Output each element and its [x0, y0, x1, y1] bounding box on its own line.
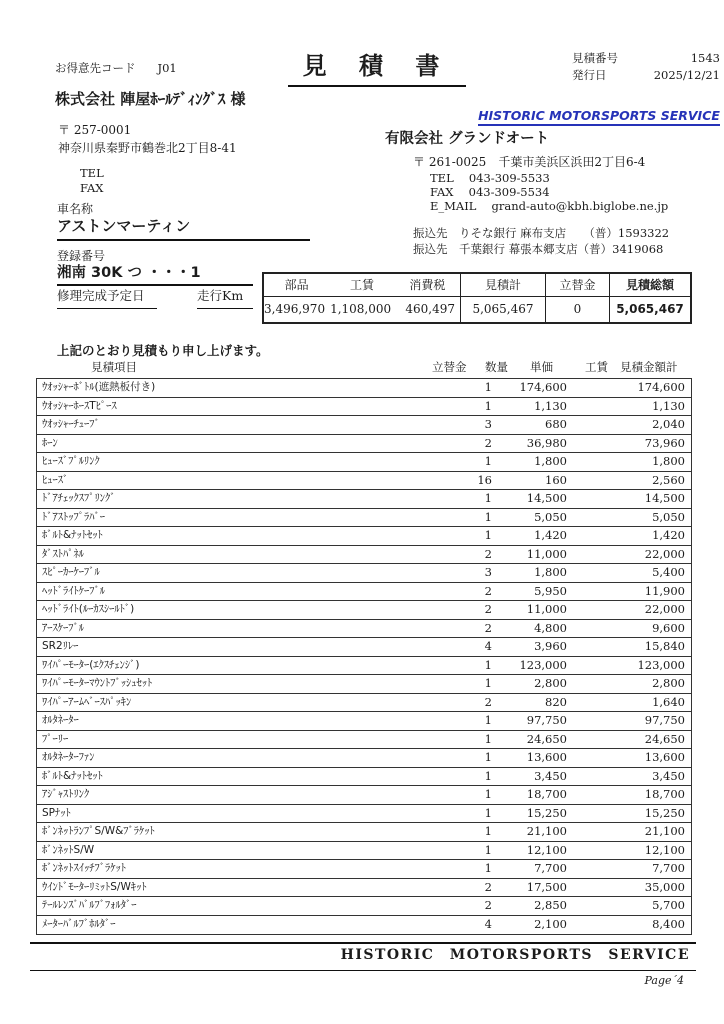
items-header-qty: 数量 — [485, 360, 508, 374]
advance-cell — [357, 749, 417, 767]
table-row — [37, 472, 691, 491]
items-header-advance: 立替金 — [432, 360, 467, 374]
items-table-header — [36, 359, 692, 377]
advance-cell — [357, 416, 417, 434]
advance-cell — [357, 638, 417, 656]
unit-price-cell: 1,800 — [534, 454, 567, 468]
table-row — [37, 897, 691, 916]
item-name-cell: ﾎｰﾝ — [42, 436, 58, 449]
labor-cell — [567, 712, 612, 730]
unit-price-cell: 7,700 — [534, 861, 567, 875]
amount-cell: 15,250 — [644, 805, 685, 820]
qty-cell: 2 — [484, 694, 492, 709]
table-row — [37, 527, 691, 546]
table-row — [37, 638, 691, 657]
table-row — [37, 620, 691, 639]
amount-cell: 5,050 — [652, 509, 685, 524]
unit-price-cell: 3,450 — [534, 768, 567, 783]
labor-cell — [567, 583, 612, 601]
item-name-cell: ﾄﾞｱﾁｪｯｸｽﾌﾟﾘﾝｸﾞ — [42, 492, 116, 504]
customer-address: 神奈川県秦野市鶴巻北2丁目8-41 — [58, 141, 237, 155]
qty-cell: 3 — [484, 565, 492, 579]
labor-cell — [567, 490, 612, 508]
summary-subtotal-header: 見積計 — [461, 274, 546, 296]
item-name-cell: ｳｵｯｼｬｰﾁｭｰﾌﾞ — [42, 418, 100, 430]
items-header-labor: 工賃 — [585, 360, 608, 374]
unit-price-cell: 3,960 — [534, 639, 567, 653]
vendor-postal-address: 〒 261-0025 千葉市美浜区浜田2丁目6-4 — [413, 155, 646, 169]
qty-cell: 1 — [484, 380, 492, 394]
advance-cell — [357, 472, 417, 490]
labor-cell — [567, 657, 612, 675]
vehicle-name-label: 車名称 — [57, 202, 94, 216]
advance-cell — [357, 879, 417, 897]
labor-cell — [567, 564, 612, 582]
amount-cell: 22,000 — [644, 602, 685, 616]
labor-cell — [567, 879, 612, 897]
items-header-item: 見積項目 — [91, 360, 137, 374]
summary-advance-header: 立替金 — [546, 274, 610, 296]
advance-cell — [357, 546, 417, 564]
labor-cell — [567, 805, 612, 823]
issue-date-label: 発行日 — [572, 68, 607, 82]
labor-cell — [567, 620, 612, 638]
item-name-cell: ﾍｯﾄﾞﾗｲﾄｹｰﾌﾞﾙ — [42, 584, 105, 597]
advance-cell — [357, 916, 417, 935]
unit-price-cell: 11,000 — [526, 546, 567, 561]
labor-cell — [567, 916, 612, 935]
advance-cell — [357, 675, 417, 693]
summary-labor-value: 1,108,000 — [330, 302, 392, 316]
advance-cell — [357, 509, 417, 527]
qty-cell: 1 — [484, 528, 492, 542]
qty-cell: 1 — [484, 491, 492, 505]
item-name-cell: ﾀﾞｽﾄﾊﾟﾈﾙ — [42, 547, 84, 560]
unit-price-cell: 820 — [545, 694, 567, 709]
advance-cell — [357, 620, 417, 638]
item-name-cell: ﾎﾞﾝﾈｯﾄﾗﾝﾌﾟS/W&ﾌﾞﾗｹｯﾄ — [42, 825, 155, 837]
labor-cell — [567, 601, 612, 619]
item-name-cell: ﾎﾞﾙﾄ&ﾅｯﾄｾｯﾄ — [42, 529, 103, 541]
labor-cell — [567, 842, 612, 860]
advance-cell — [357, 657, 417, 675]
unit-price-cell: 11,000 — [526, 602, 567, 616]
qty-cell: 2 — [484, 546, 492, 561]
registration-number: 湘南 30K つ ・・・1 — [57, 261, 253, 286]
item-name-cell: ﾄﾞｱｽﾄｯﾌﾟﾗﾊﾞｰ — [42, 510, 105, 523]
unit-price-cell: 97,750 — [526, 713, 567, 727]
customer-fax-label: FAX — [80, 181, 104, 195]
unit-price-cell: 13,600 — [526, 750, 567, 764]
table-row — [37, 823, 691, 842]
qty-cell: 1 — [484, 509, 492, 524]
qty-cell: 4 — [484, 639, 492, 653]
advance-cell — [357, 786, 417, 804]
vendor-name: 有限会社 グランドオート — [385, 131, 550, 147]
item-name-cell: ｽﾋﾟｰｶｰｹｰﾌﾞﾙ — [42, 566, 100, 578]
item-name-cell: ｵﾙﾀﾈｰﾀｰﾌｧﾝ — [42, 751, 95, 763]
advance-cell — [357, 897, 417, 915]
item-name-cell: ﾎﾞﾝﾈｯﾄS/W — [42, 843, 95, 856]
items-table — [36, 378, 692, 935]
amount-cell: 1,130 — [652, 398, 685, 413]
labor-cell — [567, 509, 612, 527]
table-row — [37, 805, 691, 824]
labor-cell — [567, 675, 612, 693]
advance-cell — [357, 805, 417, 823]
repair-date-label: 修理完成予定日 — [57, 288, 145, 303]
labor-cell — [567, 823, 612, 841]
table-row — [37, 675, 691, 694]
labor-cell — [567, 527, 612, 545]
advance-cell — [357, 564, 417, 582]
item-name-cell: ﾜｲﾊﾟｰﾓｰﾀｰ(ｴｸｽﾁｪﾝｼﾞ) — [42, 658, 140, 671]
qty-cell: 1 — [484, 454, 492, 468]
qty-cell: 1 — [484, 676, 492, 690]
advance-cell — [357, 768, 417, 786]
items-header-unit-price: 単価 — [530, 360, 553, 374]
advance-cell — [357, 712, 417, 730]
table-row — [37, 712, 691, 731]
table-row — [37, 416, 691, 435]
unit-price-cell: 14,500 — [526, 491, 567, 505]
qty-cell: 4 — [484, 916, 492, 931]
registration-label: 登録番号 — [57, 249, 106, 263]
qty-cell: 1 — [484, 861, 492, 875]
table-row — [37, 490, 691, 509]
table-row — [37, 601, 691, 620]
repair-date-blank-field — [57, 308, 157, 309]
item-name-cell: ﾍｯﾄﾞﾗｲﾄ(ﾙｰｶｽｼｰﾙﾄﾞ) — [42, 603, 135, 615]
item-name-cell: ﾎﾞﾙﾄ&ﾅｯﾄｾｯﾄ — [42, 769, 103, 782]
amount-cell: 1,420 — [652, 528, 685, 542]
summary-tax-value: 460,497 — [405, 302, 455, 316]
qty-cell: 1 — [484, 768, 492, 783]
labor-cell — [567, 786, 612, 804]
amount-cell: 15,840 — [644, 639, 685, 653]
unit-price-cell: 1,420 — [534, 528, 567, 542]
labor-cell — [567, 860, 612, 878]
table-row — [37, 435, 691, 454]
qty-cell: 1 — [484, 824, 492, 838]
qty-cell: 2 — [484, 898, 492, 912]
unit-price-cell: 4,800 — [534, 620, 567, 635]
footer-divider-bottom — [30, 970, 696, 971]
estimate-meta — [572, 50, 720, 84]
advance-cell — [357, 398, 417, 416]
summary-total-header: 見積総額 — [625, 278, 674, 292]
unit-price-cell: 18,700 — [526, 787, 567, 801]
labor-cell — [567, 749, 612, 767]
table-row — [37, 694, 691, 713]
amount-cell: 5,400 — [652, 565, 685, 579]
labor-cell — [567, 694, 612, 712]
amount-cell: 18,700 — [644, 787, 685, 801]
customer-postal: 〒 257-0001 — [58, 123, 132, 137]
labor-cell — [567, 472, 612, 490]
unit-price-cell: 21,100 — [526, 824, 567, 838]
vendor-tel: TEL 043-309-5533 — [430, 171, 550, 185]
advance-cell — [357, 823, 417, 841]
vendor-brand-logo: HISTORIC MOTORSPORTS SERVICE — [478, 108, 720, 126]
items-header-amount: 見積金額計 — [620, 360, 678, 374]
qty-cell: 1 — [484, 398, 492, 413]
table-row — [37, 768, 691, 787]
table-row — [37, 509, 691, 528]
estimate-no-label: 見積番号 — [572, 51, 618, 65]
qty-cell: 1 — [484, 750, 492, 764]
labor-cell — [567, 546, 612, 564]
item-name-cell: SR2ﾘﾚｰ — [42, 640, 79, 652]
item-name-cell: ﾋｭｰｽﾞ — [42, 473, 69, 486]
amount-cell: 12,100 — [644, 842, 685, 857]
amount-cell: 9,600 — [652, 620, 685, 635]
qty-cell: 1 — [484, 731, 492, 746]
customer-code — [55, 60, 177, 76]
amount-cell: 174,600 — [637, 380, 685, 394]
unit-price-cell: 24,650 — [526, 731, 567, 746]
bank-account-1: 振込先 りそな銀行 麻布支店 （普）1593322 — [413, 226, 670, 240]
summary-tax-header: 消費税 — [409, 278, 446, 292]
amount-cell: 1,800 — [652, 454, 685, 468]
table-row — [37, 879, 691, 898]
labor-cell — [567, 398, 612, 416]
advance-cell — [357, 731, 417, 749]
qty-cell: 3 — [484, 417, 492, 431]
item-name-cell: ﾌﾟｰﾘｰ — [42, 732, 69, 745]
unit-price-cell: 15,250 — [526, 805, 567, 820]
qty-cell: 2 — [484, 583, 492, 598]
bank-account-2: 振込先 千葉銀行 幕張本郷支店（普）3419068 — [413, 242, 664, 256]
labor-cell — [567, 435, 612, 453]
advance-cell — [357, 842, 417, 860]
amount-cell: 2,800 — [652, 676, 685, 690]
amount-cell: 22,000 — [644, 546, 685, 561]
table-row — [37, 916, 691, 935]
amount-cell: 3,450 — [652, 768, 685, 783]
advance-cell — [357, 694, 417, 712]
amount-cell: 35,000 — [644, 879, 685, 894]
item-name-cell: ﾜｲﾊﾟｰﾓｰﾀｰﾏｳﾝﾄﾌﾞｯｼｭｾｯﾄ — [42, 677, 153, 689]
unit-price-cell: 680 — [545, 417, 567, 431]
amount-cell: 8,400 — [652, 916, 685, 931]
amount-cell: 123,000 — [637, 657, 685, 672]
unit-price-cell: 160 — [545, 472, 567, 487]
item-name-cell: ﾃｰﾙﾚﾝｽﾞﾊﾞﾙﾌﾞﾌｫﾙﾀﾞｰ — [42, 899, 137, 911]
item-name-cell: ｳｵｯｼｬｰﾎﾞﾄﾙ(遮熱板付き) — [42, 381, 156, 393]
table-row — [37, 453, 691, 472]
estimate-no-value: 1543 — [690, 51, 720, 65]
qty-cell: 2 — [484, 879, 492, 894]
summary-parts-value: 3,496,970 — [264, 302, 326, 316]
mileage-blank-field — [197, 308, 253, 309]
amount-cell: 13,600 — [644, 750, 685, 764]
item-name-cell: ｵﾙﾀﾈｰﾀｰ — [42, 714, 79, 726]
customer-code-label: お得意先コード — [55, 61, 136, 75]
unit-price-cell: 17,500 — [526, 879, 567, 894]
footer-company-name: HISTORIC MOTORSPORTS SERVICE — [340, 947, 690, 963]
amount-cell: 97,750 — [644, 713, 685, 727]
summary-labor-header: 工賃 — [349, 278, 374, 292]
page-number: Page´4 — [644, 974, 684, 987]
mileage-label: 走行Km — [197, 288, 244, 303]
amount-cell: 1,640 — [652, 694, 685, 709]
unit-price-cell: 5,950 — [534, 583, 567, 598]
item-name-cell: ﾋｭｰｽﾞﾌﾟﾙﾘﾝｸ — [42, 455, 100, 467]
table-row — [37, 546, 691, 565]
labor-cell — [567, 638, 612, 656]
advance-cell — [357, 490, 417, 508]
qty-cell: 2 — [484, 602, 492, 616]
amount-cell: 14,500 — [644, 491, 685, 505]
item-name-cell: ﾎﾞﾝﾈｯﾄｽｲｯﾁﾌﾞﾗｹｯﾄ — [42, 862, 126, 874]
vendor-email: E_MAIL grand-auto@kbh.biglobe.ne.jp — [430, 199, 669, 213]
unit-price-cell: 174,600 — [519, 380, 567, 394]
unit-price-cell: 12,100 — [526, 842, 567, 857]
unit-price-cell: 123,000 — [519, 657, 567, 672]
unit-price-cell: 5,050 — [534, 509, 567, 524]
item-name-cell: ﾒｰﾀｰﾊﾞﾙﾌﾞﾎﾙﾀﾞｰ — [42, 917, 116, 930]
table-row — [37, 398, 691, 417]
advance-cell — [357, 527, 417, 545]
labor-cell — [567, 768, 612, 786]
advance-cell — [357, 601, 417, 619]
unit-price-cell: 2,800 — [534, 676, 567, 690]
summary-table — [262, 272, 692, 324]
table-row — [37, 564, 691, 583]
item-name-cell: ｱｰｽｹｰﾌﾞﾙ — [42, 621, 84, 634]
qty-cell: 1 — [484, 842, 492, 857]
amount-cell: 7,700 — [652, 861, 685, 875]
qty-cell: 1 — [484, 713, 492, 727]
amount-cell: 73,960 — [644, 435, 685, 450]
table-row — [37, 842, 691, 861]
table-row — [37, 749, 691, 768]
unit-price-cell: 2,850 — [534, 898, 567, 912]
advance-cell — [357, 583, 417, 601]
table-row — [37, 657, 691, 676]
qty-cell: 1 — [484, 805, 492, 820]
qty-cell: 2 — [484, 435, 492, 450]
labor-cell — [567, 416, 612, 434]
item-name-cell: ﾜｲﾊﾟｰｱｰﾑﾍﾞｰｽﾊﾟｯｷﾝ — [42, 695, 132, 708]
footer-divider-top — [30, 942, 696, 944]
table-row — [37, 860, 691, 879]
customer-name: 株式会社 陣屋ﾎｰﾙﾃﾞｨﾝｸﾞｽ 様 — [55, 90, 246, 108]
unit-price-cell: 2,100 — [534, 916, 567, 931]
amount-cell: 2,040 — [652, 417, 685, 431]
summary-subtotal-value: 5,065,467 — [461, 297, 546, 322]
amount-cell: 5,700 — [652, 898, 685, 912]
amount-cell: 21,100 — [644, 824, 685, 838]
summary-parts-header: 部品 — [284, 278, 309, 292]
unit-price-cell: 1,800 — [534, 565, 567, 579]
item-name-cell: SPﾅｯﾄ — [42, 806, 71, 819]
vendor-fax: FAX 043-309-5534 — [430, 185, 550, 199]
advance-cell — [357, 453, 417, 471]
table-row — [37, 379, 691, 398]
labor-cell — [567, 379, 612, 397]
table-row — [37, 583, 691, 602]
page-title: 見 積 書 — [288, 46, 466, 87]
unit-price-cell: 36,980 — [526, 435, 567, 450]
table-row — [37, 731, 691, 750]
customer-code-value: J01 — [157, 61, 177, 75]
customer-tel-label: TEL — [80, 166, 104, 180]
qty-cell: 2 — [484, 620, 492, 635]
labor-cell — [567, 731, 612, 749]
amount-cell: 24,650 — [644, 731, 685, 746]
qty-cell: 16 — [477, 472, 492, 487]
qty-cell: 1 — [484, 657, 492, 672]
item-name-cell: ｱｼﾞｬｽﾄﾘﾝｸ — [42, 788, 90, 800]
item-name-cell: ｳｲﾝﾄﾞﾓｰﾀｰﾘﾐｯﾄS/Wｷｯﾄ — [42, 880, 147, 893]
qty-cell: 1 — [484, 787, 492, 801]
table-row — [37, 786, 691, 805]
amount-cell: 11,900 — [644, 583, 685, 598]
amount-cell: 2,560 — [652, 472, 685, 487]
unit-price-cell: 1,130 — [534, 398, 567, 413]
item-name-cell: ｳｵｯｼｬｰﾎｰｽTﾋﾟｰｽ — [42, 399, 117, 412]
greeting-text: 上記のとおり見積もり申し上げます。 — [57, 343, 269, 358]
labor-cell — [567, 897, 612, 915]
labor-cell — [567, 453, 612, 471]
advance-cell — [357, 379, 417, 397]
issue-date-value: 2025/12/21 — [653, 68, 720, 82]
vehicle-name: アストンマーティン — [57, 215, 310, 241]
summary-advance-value: 0 — [546, 297, 610, 322]
advance-cell — [357, 435, 417, 453]
summary-total-value: 5,065,467 — [616, 302, 684, 316]
advance-cell — [357, 860, 417, 878]
